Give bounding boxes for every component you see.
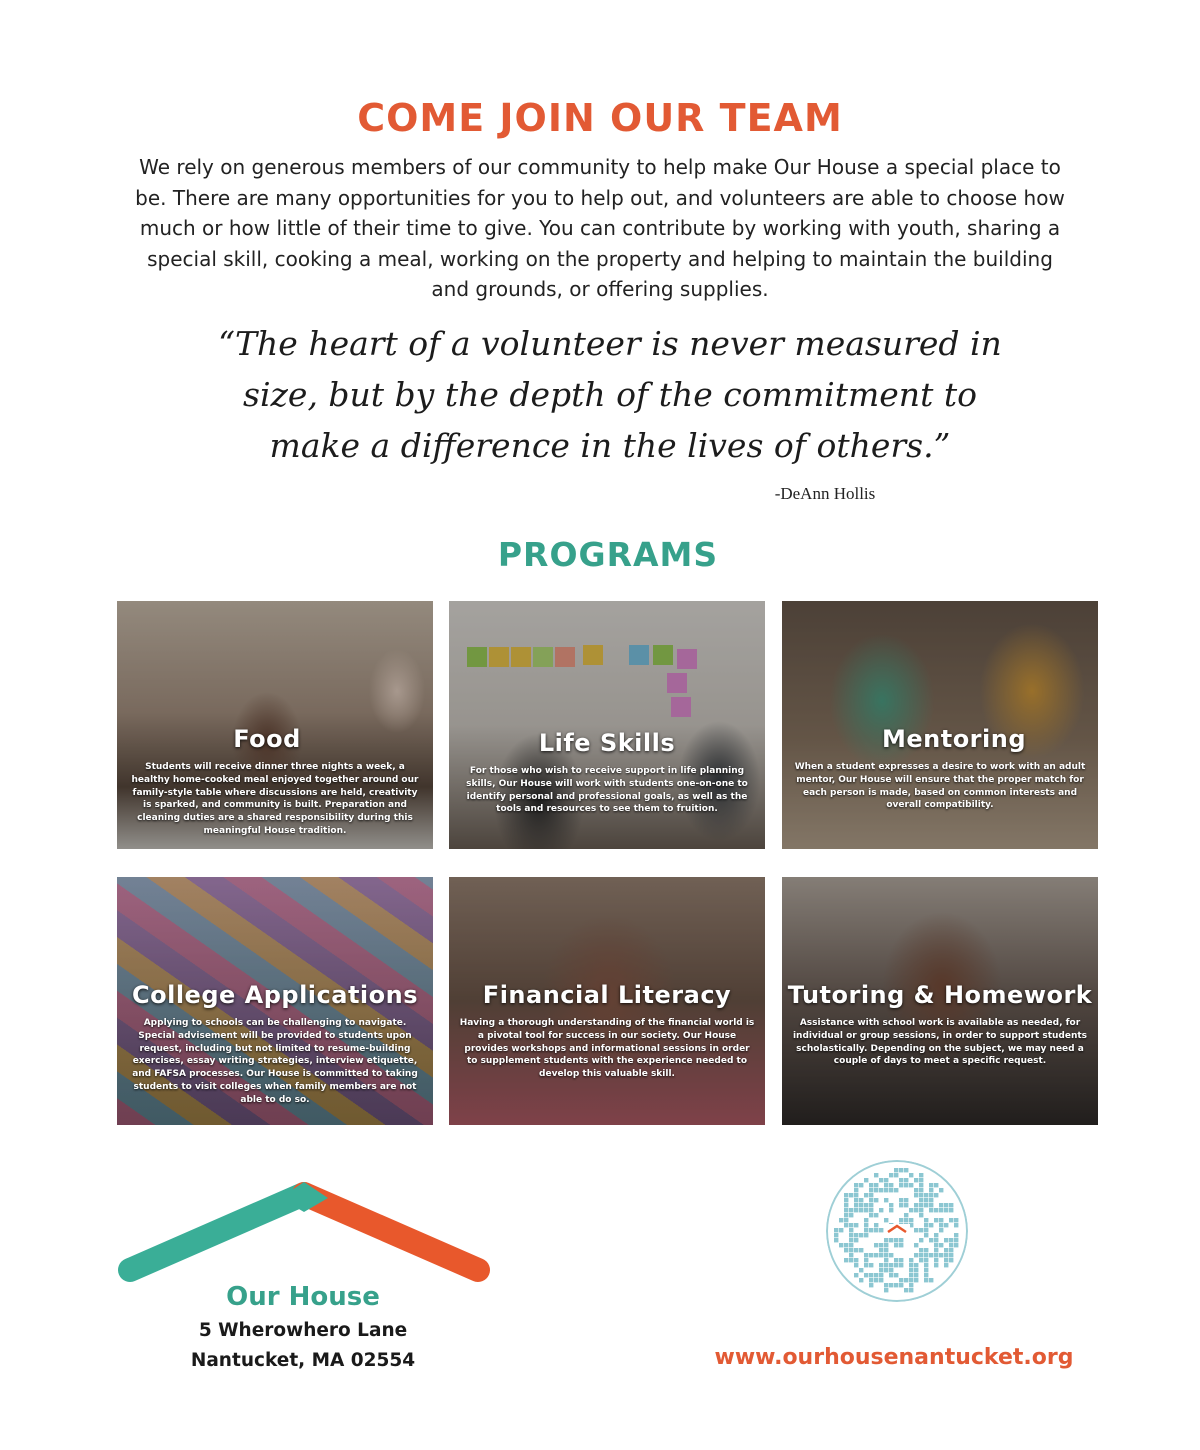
program-title: Tutoring & Homework [787, 981, 1093, 1009]
page-title: COME JOIN OUR TEAM [357, 96, 843, 140]
program-title: Food [233, 725, 301, 753]
program-title: Financial Literacy [482, 981, 732, 1009]
program-description: Having a thorough understanding of the financial world is a pivotal tool for success in our society. Our House provides workshops and informational sessions in order to supplement students with the experience needed to develop this valuable skill. [459, 1018, 755, 1080]
program-tile-tutoring-homework [782, 877, 1098, 1125]
program-tile-financial-literacy [449, 877, 765, 1125]
program-description: When a student expresses a desire to work with an adult mentor, Our House will ensure that the proper match for each person is made, based on common interests and overall compatibility. [794, 762, 1086, 811]
program-description: For those who wish to receive support in life planning skills, Our House will work with students one-on-one to identify personal and professional goals, as well as the tools and resources to see them to fruition. [466, 766, 748, 815]
organization-name: Our House [226, 1282, 380, 1312]
programs-heading: PROGRAMS [497, 535, 719, 574]
program-tile-college-applications [117, 877, 433, 1125]
program-description: Students will receive dinner three nights a week, a healthy home-cooked meal enjoyed together around our family-style table where discussions are held, creativity is sparked, and community is built. Preparation and cleaning duties are a shared responsibility during this meaningful House tradition. [131, 762, 419, 836]
quote-attribution: -DeAnn Hollis [774, 484, 876, 503]
volunteer-quote: “The heart of a volunteer is never measured in size, but by the depth of the commitment to make a difference in the lives of others.” [218, 324, 1002, 465]
program-title: College Applications [131, 981, 418, 1009]
intro-paragraph: We rely on generous members of our community to help make Our House a special place to be. There are many opportunities for you to help out, and volunteers are able to choose how much or how little of their time to give. You can contribute by working with youth, sharing a special skill, cooking a meal, working on the property and helping to maintain the building and grounds, or offering supplies. [135, 155, 1065, 301]
qr-code-icon[interactable] [826, 1160, 968, 1302]
program-tile-food [117, 601, 433, 849]
program-description: Applying to schools can be challenging to navigate. Special advisement will be provided to students upon request, including but not limited to resume-building exercises, essay writing strategies, interview etiquette, and FAFSA processes. Our House is committed to taking students to visit colleges when family members are not able to do so. [132, 1018, 418, 1105]
program-description: Assistance with school work is available as needed, for individual or group sessions, in order to support students scholastically. Depending on the subject, we may need a couple of days to meet a specific request. [792, 1018, 1088, 1067]
program-tile-mentoring [782, 601, 1098, 849]
program-title: Mentoring [881, 725, 1027, 753]
house-roof-logo-icon [118, 1178, 490, 1288]
address-line-2: Nantucket, MA 02554 [190, 1350, 416, 1371]
website-link[interactable]: www.ourhousenantucket.org [714, 1345, 1074, 1370]
program-tile-life-skills [449, 601, 765, 849]
program-title: Life Skills [538, 729, 676, 757]
address-line-1: 5 Wherowhero Lane [198, 1320, 408, 1341]
